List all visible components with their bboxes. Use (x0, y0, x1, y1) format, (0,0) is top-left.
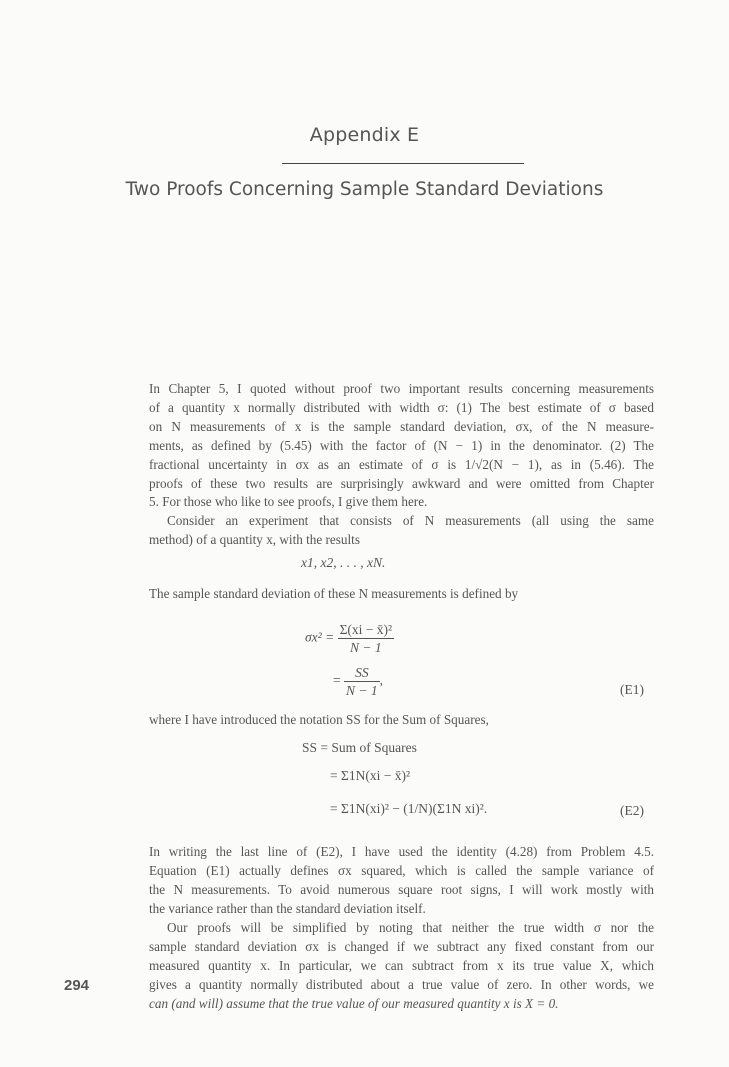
text-line: sample standard deviation σx is changed if we subtract any fixed constant from our (149, 938, 654, 954)
text-line: method) of a quantity x, with the results (149, 531, 360, 547)
text-line: the N measurements. To avoid numerous square root signs, I will work mostly with (149, 881, 654, 897)
equation-e2-line1: SS = Sum of Squares (302, 740, 417, 755)
text-line: measured quantity x. In particular, we can subtract from x its true value X, which (149, 957, 654, 973)
eq-numerator: SS (344, 664, 380, 682)
text-line: 5. For those who like to see proofs, I give them here. (149, 494, 428, 510)
writing-paragraph (149, 843, 654, 919)
text-line: Equation (E1) actually defines σx squared, which is called the sample variance of (149, 862, 654, 878)
eq-lhs: σx² = (305, 629, 335, 645)
equation-label-e1: (E1) (620, 682, 644, 697)
eq-comma: , (379, 672, 383, 688)
eq-numerator: Σ(xi − x̄)² (339, 622, 393, 637)
text-line: where I have introduced the notation SS for the Sum of Squares, (149, 712, 489, 727)
eq-fraction (338, 621, 395, 656)
proofs-paragraph (149, 919, 654, 1014)
text-line: fractional uncertainty in σx as an estimate of σ is 1/√2(N − 1), as in (5.46). The (149, 456, 654, 472)
results-list: x1, x2, . . . , xN. (301, 555, 386, 570)
text-line: the variance rather than the standard deviation itself. (149, 900, 426, 916)
sample-sd-intro (149, 585, 654, 604)
page-title: Two Proofs Concerning Sample Standard Deviations (125, 179, 604, 200)
intro-paragraph (149, 380, 654, 512)
eq-denominator: N − 1 (350, 640, 382, 655)
page-number: 294 (64, 977, 90, 994)
text-line: ments, as defined by (5.45) with the factor of (N − 1) in the denominator. (2) The (149, 437, 654, 453)
text-line: Consider an experiment that consists of N measurements (all using the same (167, 513, 654, 528)
eq-denominator: N − 1 (346, 683, 378, 698)
equation-e2-line2: = Σ1N(xi − x̄)² (330, 768, 410, 783)
text-line: In Chapter 5, I quoted without proof two important results concerning measurements (149, 381, 654, 396)
text-line: The sample standard deviation of these N measurements is defined by (149, 586, 519, 601)
eq-equals: = (333, 672, 341, 688)
notation-text (149, 711, 654, 730)
text-line: Our proofs will be simplified by noting that neither the true width σ nor the (167, 920, 654, 935)
text-line: In writing the last line of (E2), I have used the identity (4.28) from Problem 4.5. (149, 844, 654, 859)
text-line: proofs of these two results are surprisingly awkward and were omitted from Chapter (149, 475, 654, 491)
equation-label-e2: (E2) (620, 803, 644, 818)
equation-e2-line3: = Σ1N(xi)² − (1/N)(Σ1N xi)². (330, 801, 488, 816)
text-line: on N measurements of x is the sample standard deviation, σx, of the N measure- (149, 418, 654, 434)
appendix-label: Appendix E (309, 124, 420, 146)
text-line: gives a quantity normally distributed about a true value of zero. In other words, we (149, 976, 654, 992)
equation-e1-line1 (305, 621, 394, 656)
eq-fraction (344, 664, 380, 699)
text-line: can (and will) assume that the true value of our measured quantity x is X = 0. (149, 995, 559, 1011)
text-line: of a quantity x normally distributed with width σ: (1) The best estimate of σ based (149, 399, 654, 415)
title-rule (282, 163, 524, 164)
consider-paragraph (149, 512, 654, 550)
equation-e1-line2 (333, 664, 383, 699)
